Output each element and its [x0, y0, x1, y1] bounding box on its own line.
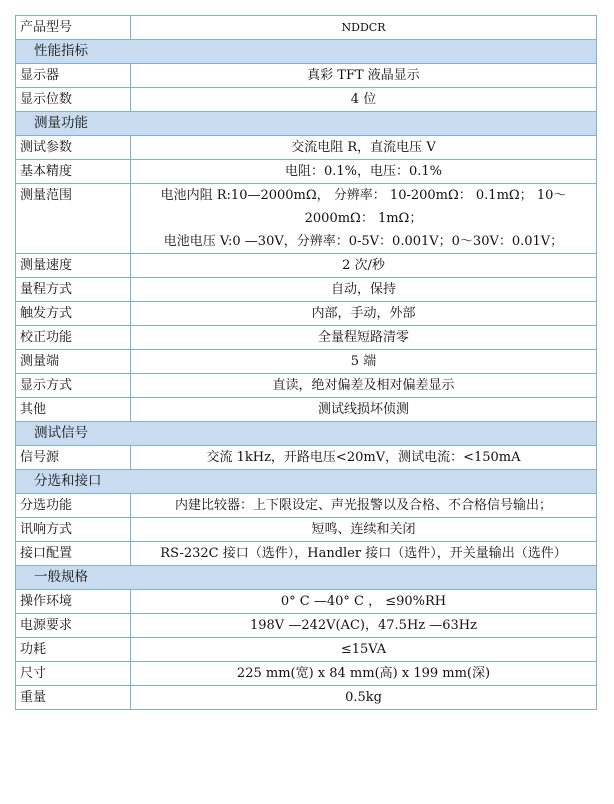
- spec-value: 0.5kg: [131, 686, 597, 710]
- spec-row: [16, 160, 597, 184]
- spec-label: 分选功能: [16, 494, 131, 518]
- spec-value: 真彩 TFT 液晶显示: [131, 64, 597, 88]
- spec-value: 全量程短路清零: [131, 326, 597, 350]
- spec-label: 触发方式: [16, 302, 131, 326]
- spec-value: 2 次/秒: [131, 254, 597, 278]
- spec-row: [16, 136, 597, 160]
- spec-value: 225 mm(宽) x 84 mm(高) x 199 mm(深): [131, 662, 597, 686]
- spec-value: 自动，保持: [131, 278, 597, 302]
- spec-value: 交流电阻 R，直流电压 V: [131, 136, 597, 160]
- spec-label: 尺寸: [16, 662, 131, 686]
- spec-value: 测试线损坏侦测: [131, 398, 597, 422]
- spec-table: [15, 15, 597, 710]
- spec-label: 显示器: [16, 64, 131, 88]
- spec-label: 显示位数: [16, 88, 131, 112]
- section-title: 测量功能: [16, 112, 597, 136]
- spec-value: 电阻：0.1%，电压：0.1%: [131, 160, 597, 184]
- spec-row: [16, 446, 597, 470]
- spec-row: [16, 590, 597, 614]
- spec-value: 5 端: [131, 350, 597, 374]
- section-header-row: [16, 422, 597, 446]
- spec-row: [16, 326, 597, 350]
- section-header-row: [16, 470, 597, 494]
- section-header-row: [16, 566, 597, 590]
- spec-value: 交流 1kHz，开路电压<20mV，测试电流：<150mA: [131, 446, 597, 470]
- spec-label: 量程方式: [16, 278, 131, 302]
- spec-row: [16, 64, 597, 88]
- spec-row: [16, 350, 597, 374]
- spec-row: [16, 662, 597, 686]
- spec-value: 直读，绝对偏差及相对偏差显示: [131, 374, 597, 398]
- spec-row: [16, 398, 597, 422]
- spec-row: [16, 686, 597, 710]
- spec-row: [16, 302, 597, 326]
- spec-value: 内部，手动，外部: [131, 302, 597, 326]
- spec-row: [16, 278, 597, 302]
- spec-row: [16, 614, 597, 638]
- spec-row: [16, 16, 597, 40]
- spec-label: 校正功能: [16, 326, 131, 350]
- spec-sheet: [15, 15, 597, 710]
- spec-value: NDDCR: [131, 16, 597, 40]
- spec-label: 电源要求: [16, 614, 131, 638]
- spec-label: 重量: [16, 686, 131, 710]
- spec-label: 显示方式: [16, 374, 131, 398]
- spec-value: 内建比较器：上下限设定、声光报警以及合格、不合格信号输出；: [131, 494, 597, 518]
- spec-label: 功耗: [16, 638, 131, 662]
- spec-row: [16, 184, 597, 254]
- section-title: 分选和接口: [16, 470, 597, 494]
- spec-value: 4 位: [131, 88, 597, 112]
- spec-label: 产品型号: [16, 16, 131, 40]
- spec-label: 测试参数: [16, 136, 131, 160]
- spec-value: RS-232C 接口（选件），Handler 接口（选件），开关量输出（选件）: [131, 542, 597, 566]
- section-header-row: [16, 112, 597, 136]
- spec-label: 接口配置: [16, 542, 131, 566]
- section-header-row: [16, 40, 597, 64]
- spec-value: 0° C —40° C ， ≤90%RH: [131, 590, 597, 614]
- spec-table-body: [16, 16, 597, 710]
- spec-row: [16, 542, 597, 566]
- spec-row: [16, 88, 597, 112]
- section-title: 性能指标: [16, 40, 597, 64]
- spec-value: 短鸣、连续和关闭: [131, 518, 597, 542]
- spec-value: 电池内阻 R:10—2000mΩ， 分辨率： 10-200mΩ： 0.1mΩ； 10～2000mΩ： 1mΩ； 电池电压 V:0 —30V，分辨率：0-5V：0.001V；0～30V：0.01V；: [131, 184, 597, 254]
- spec-row: [16, 494, 597, 518]
- spec-row: [16, 254, 597, 278]
- spec-label: 信号源: [16, 446, 131, 470]
- spec-row: [16, 374, 597, 398]
- spec-label: 测量范围: [16, 184, 131, 254]
- spec-row: [16, 518, 597, 542]
- spec-label: 操作环境: [16, 590, 131, 614]
- spec-label: 测量端: [16, 350, 131, 374]
- spec-label: 其他: [16, 398, 131, 422]
- section-title: 一般规格: [16, 566, 597, 590]
- spec-label: 基本精度: [16, 160, 131, 184]
- section-title: 测试信号: [16, 422, 597, 446]
- spec-value: ≤15VA: [131, 638, 597, 662]
- spec-value: 198V —242V(AC)，47.5Hz —63Hz: [131, 614, 597, 638]
- spec-label: 讯响方式: [16, 518, 131, 542]
- spec-row: [16, 638, 597, 662]
- spec-label: 测量速度: [16, 254, 131, 278]
